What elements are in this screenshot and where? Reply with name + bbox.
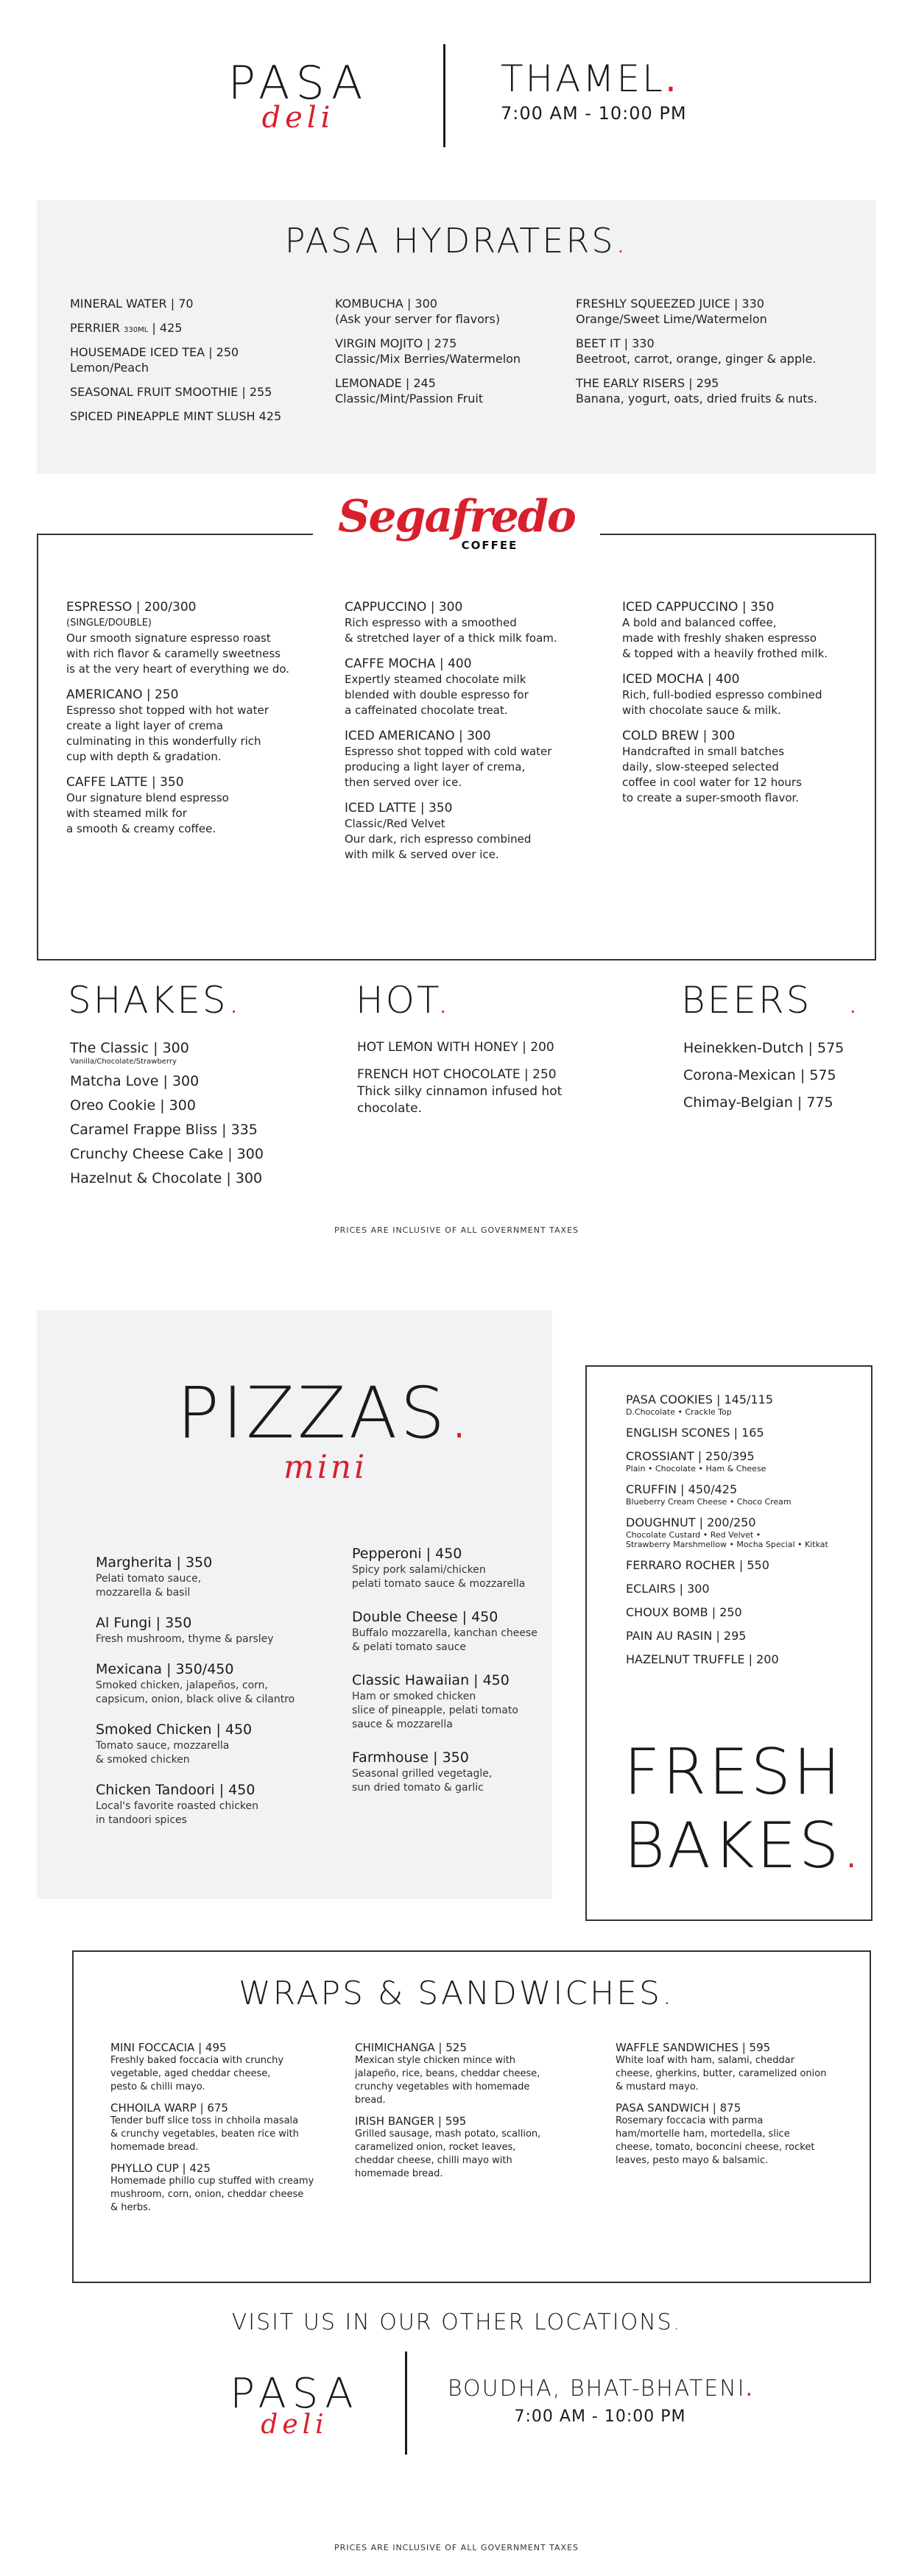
- item-name: THE EARLY RISERS | 295: [576, 376, 719, 390]
- menu-item: [70, 320, 320, 336]
- item-name: ICED MOCHA | 400: [622, 672, 740, 687]
- item-desc: Buffalo mozzarella, kanchan cheese: [352, 1627, 537, 1639]
- wrap-item: [616, 2041, 866, 2094]
- item-desc: to create a super-smooth flavor.: [622, 791, 800, 804]
- item-sub: Vanilla/Chocolate/Strawberry: [70, 1058, 177, 1066]
- item-sub: (SINGLE/DOUBLE): [66, 618, 152, 629]
- item-name: IRISH BANGER | 595: [355, 2115, 467, 2128]
- other-locations-title-text: VISIT US IN OUR OTHER LOCATIONS: [231, 2310, 673, 2335]
- item-name: WAFFLE SANDWICHES | 595: [616, 2041, 771, 2054]
- wraps-title-text: WRAPS & SANDWICHES: [239, 1975, 662, 2012]
- item-desc: Lemon/Peach: [70, 361, 149, 375]
- item-desc: a caffeinated chocolate treat.: [345, 704, 508, 717]
- beers-list: [683, 1039, 904, 1121]
- item-desc: producing a light layer of crema,: [345, 760, 526, 774]
- item-desc: leaves, pesto mayo & balsamic.: [616, 2155, 769, 2166]
- bake-item: HAZELNUT TRUFFLE | 200: [626, 1652, 779, 1666]
- coffee-item: [622, 729, 873, 806]
- item-desc: with milk & served over ice.: [345, 848, 499, 861]
- hot-list: [357, 1039, 622, 1126]
- item-desc: Seasonal grilled vegetagle,: [352, 1768, 493, 1780]
- item-desc: homemade bread.: [110, 2142, 199, 2153]
- coffee-item: [66, 775, 331, 837]
- item-price: | 425: [152, 321, 183, 335]
- pizza-item: [352, 1748, 565, 1795]
- pizza-item: [96, 1720, 339, 1767]
- item-desc: Orange/Sweet Lime/Watermelon: [576, 312, 767, 326]
- hydraters-title-text: PASA HYDRATERS: [284, 221, 616, 261]
- bake-item: [626, 1515, 861, 1549]
- hydraters-col-3: [576, 296, 870, 415]
- item-name: Margherita | 350: [96, 1554, 213, 1571]
- bake-item: PAIN AU RASIN | 295: [626, 1629, 747, 1643]
- item-name: ICED LATTE | 350: [345, 801, 453, 815]
- item-desc: Rosemary foccacia with parma: [616, 2115, 764, 2126]
- item-desc: & mustard mayo.: [616, 2081, 699, 2092]
- pizzas-mini-script: mini: [283, 1448, 368, 1486]
- item-desc: mushroom, corn, onion, cheddar cheese: [110, 2189, 304, 2200]
- item-name: PERRIER: [70, 321, 120, 335]
- menu-item: Hazelnut & Chocolate | 300: [70, 1170, 263, 1186]
- item-desc: Our smooth signature espresso roast: [66, 631, 271, 645]
- item-desc: chocolate.: [357, 1101, 422, 1116]
- bakes-text: BAKES: [624, 1809, 842, 1883]
- item-name: VIRGIN MOJITO | 275: [335, 336, 457, 350]
- coffee-item: [345, 657, 610, 718]
- logo-pasa-text: PASA: [228, 56, 369, 110]
- item-desc: cheddar cheese, chilli mayo with: [355, 2155, 512, 2166]
- menu-item: [70, 384, 320, 400]
- menu-item: Corona-Mexican | 575: [683, 1067, 836, 1083]
- pasa-deli-logo: [214, 56, 383, 135]
- wrap-item: [355, 2041, 598, 2107]
- item-name: CHHOILA WARP | 675: [110, 2101, 228, 2115]
- item-name: The Classic | 300: [70, 1040, 189, 1056]
- coffee-col-2: [345, 600, 610, 871]
- item-name: Farmhouse | 350: [352, 1749, 469, 1766]
- item-desc: create a light layer of crema: [66, 719, 224, 732]
- taxes-note: PRICES ARE INCLUSIVE OF ALL GOVERNMENT TAXES: [334, 1225, 579, 1235]
- logo-deli-text: deli: [261, 101, 335, 135]
- hydraters-title: [0, 221, 913, 261]
- menu-item: [357, 1066, 622, 1117]
- item-desc: Our signature blend espresso: [66, 791, 229, 804]
- menu-item: Chimay-Belgian | 775: [683, 1094, 833, 1111]
- item-desc: coffee in cool water for 12 hours: [622, 776, 802, 789]
- wrap-item: [110, 2162, 361, 2215]
- bake-item: ENGLISH SCONES | 165: [626, 1426, 764, 1440]
- menu-item: Caramel Frappe Bliss | 335: [70, 1122, 258, 1138]
- pizza-item: [352, 1607, 565, 1655]
- fresh-text: FRESH: [624, 1735, 843, 1809]
- item-desc: White loaf with ham, salami, cheddar: [616, 2055, 795, 2066]
- menu-item: [70, 1039, 335, 1066]
- pizza-item: [96, 1780, 339, 1827]
- item-desc: with chocolate sauce & milk.: [622, 704, 781, 717]
- item-name: Mexicana | 350/450: [96, 1661, 234, 1677]
- location-hours: 7:00 AM - 10:00 PM: [514, 2407, 686, 2426]
- hot-title: [356, 979, 451, 1022]
- item-desc: Mexican style chicken mince with: [355, 2055, 516, 2066]
- pasa-deli-logo-footer: [214, 2370, 376, 2440]
- wrap-item: [110, 2041, 361, 2094]
- item-name: LEMONADE | 245: [335, 376, 436, 390]
- item-desc: A bold and balanced coffee,: [622, 616, 777, 629]
- header-location: [501, 57, 687, 124]
- bake-item: ECLAIRS | 300: [626, 1582, 710, 1596]
- item-name: CAFFE MOCHA | 400: [345, 657, 472, 671]
- bakes-list: [626, 1393, 861, 1676]
- item-desc: capsicum, onion, black olive & cilantro: [96, 1694, 295, 1705]
- hydraters-col-2: [335, 296, 585, 415]
- item-name: Classic Hawaiian | 450: [352, 1672, 510, 1688]
- pizza-item: [96, 1553, 339, 1600]
- shakes-title: [68, 979, 242, 1022]
- wrap-item: [616, 2101, 866, 2168]
- item-desc: slice of pineapple, pelati tomato: [352, 1705, 518, 1716]
- coffee-item: [345, 600, 610, 646]
- item-name: FRENCH HOT CHOCOLATE | 250: [357, 1067, 557, 1082]
- item-desc: mozzarella & basil: [96, 1587, 191, 1599]
- item-name: CAPPUCCINO | 300: [345, 600, 463, 615]
- other-locations-title: [0, 2310, 913, 2335]
- item-name: ICED AMERICANO | 300: [345, 729, 491, 743]
- item-desc: ham/mortelle ham, mortedella, slice: [616, 2129, 790, 2140]
- item-desc: Rich, full-bodied espresso combined: [622, 688, 822, 701]
- coffee-item: [66, 687, 331, 765]
- menu-item: [70, 344, 320, 375]
- bake-item: CHOUX BOMB | 250: [626, 1605, 742, 1619]
- item-sub: Blueberry Cream Cheese • Choco Cream: [626, 1497, 792, 1507]
- pizza-item: [352, 1671, 565, 1732]
- hydraters-col-1: [70, 296, 320, 433]
- item-desc: (Ask your server for flavors): [335, 312, 501, 326]
- bake-item: [626, 1482, 861, 1507]
- item-desc: cheese, tomato, boconcini cheese, rocket: [616, 2142, 815, 2153]
- item-desc: Our dark, rich espresso combined: [345, 832, 532, 846]
- wrap-item: [355, 2115, 598, 2181]
- item-desc: culminating in this wonderfully rich: [66, 735, 261, 748]
- item-desc: Beetroot, carrot, orange, ginger & apple.: [576, 352, 817, 366]
- pizzas-col-1: [96, 1553, 339, 1836]
- location-dot: .: [745, 2376, 753, 2402]
- item-desc: in tandoori spices: [96, 1814, 187, 1826]
- item-desc: sun dried tomato & garlic: [352, 1782, 484, 1794]
- item-desc: & smoked chicken: [96, 1754, 190, 1766]
- item-name: KOMBUCHA | 300: [335, 297, 437, 311]
- item-name: MINI FOCCACIA | 495: [110, 2041, 227, 2054]
- item-desc: Banana, yogurt, oats, dried fruits & nuts.: [576, 392, 818, 406]
- item-desc: Local's favorite roasted chicken: [96, 1800, 259, 1812]
- item-name: CAFFE LATTE | 350: [66, 775, 184, 790]
- item-desc: jalapeño, rice, beans, cheddar cheese,: [355, 2068, 540, 2079]
- item-desc: caramelized onion, rocket leaves,: [355, 2142, 516, 2153]
- item-note: 330ML: [124, 326, 149, 334]
- location-hours: 7:00 AM - 10:00 PM: [501, 103, 687, 124]
- item-desc: Freshly baked foccacia with crunchy: [110, 2055, 284, 2066]
- menu-item: [335, 375, 585, 406]
- item-desc: Homemade phillo cup stuffed with creamy: [110, 2176, 314, 2187]
- pizzas-title-text: PIZZAS: [177, 1372, 448, 1454]
- pizza-item: [96, 1660, 339, 1707]
- item-desc: bread.: [355, 2095, 386, 2106]
- logo-deli-text: deli: [261, 2410, 328, 2440]
- item-name: ICED CAPPUCCINO | 350: [622, 600, 775, 615]
- wraps-col-2: [355, 2041, 598, 2190]
- logo-pasa-text: PASA: [230, 2370, 359, 2418]
- item-name: SEASONAL FRUIT SMOOTHIE | 255: [70, 385, 272, 399]
- menu-item: Matcha Love | 300: [70, 1073, 200, 1089]
- item-desc: Pelati tomato sauce,: [96, 1573, 202, 1585]
- menu-item: [576, 336, 870, 367]
- item-desc: Ham or smoked chicken: [352, 1691, 476, 1702]
- segafredo-logo: [313, 491, 600, 574]
- item-name: Pepperoni | 450: [352, 1546, 462, 1562]
- beers-title-text: BEERS: [681, 979, 812, 1022]
- item-desc: Rich espresso with a smoothed: [345, 616, 517, 629]
- item-desc: Classic/Mix Berries/Watermelon: [335, 352, 521, 366]
- item-name: MINERAL WATER | 70: [70, 297, 194, 311]
- item-name: CHIMICHANGA | 525: [355, 2041, 467, 2054]
- item-name: Double Cheese | 450: [352, 1609, 498, 1625]
- item-desc: sauce & mozzarella: [352, 1719, 453, 1730]
- item-sub: Strawberry Marshmellow • Mocha Special • Kitkat: [626, 1540, 828, 1549]
- item-desc: pesto & chilli mayo.: [110, 2081, 205, 2092]
- item-desc: a smooth & creamy coffee.: [66, 822, 216, 835]
- bakes-line: [624, 1809, 864, 1883]
- title-dot: .: [437, 979, 451, 1022]
- item-desc: homemade bread.: [355, 2168, 443, 2179]
- item-desc: crunchy vegetables with homemade: [355, 2081, 530, 2092]
- item-desc: then served over ice.: [345, 776, 462, 789]
- item-name: BEET IT | 330: [576, 336, 655, 350]
- shakes-list: [70, 1039, 335, 1194]
- item-desc: Tomato sauce, mozzarella: [96, 1740, 230, 1752]
- item-name: Chicken Tandoori | 450: [96, 1782, 255, 1798]
- pizzas-title: [177, 1372, 473, 1454]
- taxes-note-footer: PRICES ARE INCLUSIVE OF ALL GOVERNMENT TAXES: [334, 2543, 579, 2552]
- item-name: FRESHLY SQUEEZED JUICE | 330: [576, 297, 764, 311]
- item-desc: Thick silky cinnamon infused hot: [357, 1084, 563, 1099]
- location-name: THAMEL: [501, 57, 665, 100]
- item-name: DOUGHNUT | 200/250: [626, 1515, 756, 1529]
- bake-item: [626, 1449, 861, 1473]
- item-desc: cup with depth & gradation.: [66, 750, 222, 763]
- coffee-item: [622, 600, 873, 662]
- item-desc: Classic/Red Velvet: [345, 817, 445, 830]
- title-dot: .: [615, 221, 629, 261]
- menu-item: [70, 408, 320, 424]
- item-desc: Expertly steamed chocolate milk: [345, 673, 526, 686]
- item-desc: with rich flavor & caramelly sweetness: [66, 647, 281, 660]
- menu-item: [335, 336, 585, 367]
- coffee-item: [345, 729, 610, 790]
- coffee-item: [345, 801, 610, 863]
- title-dot: .: [661, 1975, 674, 2012]
- item-desc: Espresso shot topped with cold water: [345, 745, 552, 758]
- item-desc: with steamed milk for: [66, 807, 187, 820]
- item-desc: & pelati tomato sauce: [352, 1641, 466, 1653]
- item-name: PASA SANDWICH | 875: [616, 2101, 741, 2115]
- item-name: COLD BREW | 300: [622, 729, 736, 743]
- item-desc: made with freshly shaken espresso: [622, 631, 817, 645]
- beers-title: [681, 979, 861, 1022]
- wraps-col-3: [616, 2041, 866, 2176]
- item-desc: Handcrafted in small batches: [622, 745, 785, 758]
- wraps-col-1: [110, 2041, 361, 2223]
- item-desc: Tender buff slice toss in chhoila masala: [110, 2115, 299, 2126]
- item-desc: is at the very heart of everything we do.: [66, 662, 290, 676]
- item-desc: cheese, gherkins, butter, caramelized onion: [616, 2068, 827, 2079]
- item-desc: & topped with a heavily frothed milk.: [622, 647, 828, 660]
- title-dot: .: [228, 979, 242, 1022]
- item-name: Al Fungi | 350: [96, 1615, 192, 1631]
- pizza-item: [96, 1613, 339, 1646]
- item-desc: vegetable, aged cheddar cheese,: [110, 2068, 271, 2079]
- item-name: ESPRESSO | 200/300: [66, 600, 197, 615]
- item-sub: D.Chocolate • Crackle Top: [626, 1407, 732, 1417]
- item-sub: Chocolate Custard • Red Velvet •: [626, 1530, 761, 1540]
- menu-item: [576, 375, 870, 406]
- segafredo-coffee-text: COFFEE: [461, 539, 518, 552]
- location-dot: .: [664, 57, 677, 100]
- item-desc: daily, slow-steeped selected: [622, 760, 779, 774]
- wrap-item: [110, 2101, 361, 2154]
- header-divider: [443, 44, 445, 147]
- coffee-col-3: [622, 600, 873, 815]
- item-name: PHYLLO CUP | 425: [110, 2162, 211, 2175]
- fresh-bakes-title: [624, 1735, 864, 1883]
- item-name: CRUFFIN | 450/425: [626, 1482, 738, 1496]
- item-name: PASA COOKIES | 145/115: [626, 1393, 773, 1406]
- item-desc: Fresh mushroom, thyme & parsley: [96, 1633, 274, 1645]
- menu-item: Oreo Cookie | 300: [70, 1097, 196, 1114]
- coffee-item: [622, 672, 873, 718]
- menu-item: HOT LEMON WITH HONEY | 200: [357, 1040, 554, 1055]
- bake-item: [626, 1393, 861, 1417]
- shakes-title-text: SHAKES: [68, 979, 228, 1022]
- item-name: CROSSIANT | 250/395: [626, 1449, 755, 1463]
- item-name: HOUSEMADE ICED TEA | 250: [70, 345, 239, 359]
- bake-item: FERRARO ROCHER | 550: [626, 1558, 769, 1572]
- title-dot: .: [448, 1372, 473, 1454]
- menu-item: Heinekken-Dutch | 575: [683, 1040, 845, 1056]
- title-dot: .: [847, 979, 861, 1022]
- item-desc: & herbs.: [110, 2202, 152, 2213]
- footer-location: [445, 2376, 755, 2426]
- item-name: AMERICANO | 250: [66, 687, 179, 702]
- item-desc: pelati tomato sauce & mozzarella: [352, 1578, 526, 1590]
- item-desc: Classic/Mint/Passion Fruit: [335, 392, 484, 406]
- item-desc: & crunchy vegetables, beaten rice with: [110, 2129, 299, 2140]
- pizzas-col-2: [352, 1544, 565, 1804]
- menu-item: Crunchy Cheese Cake | 300: [70, 1146, 264, 1162]
- item-desc: & stretched layer of a thick milk foam.: [345, 631, 557, 645]
- pizza-item: [352, 1544, 565, 1591]
- item-desc: blended with double espresso for: [345, 688, 529, 701]
- item-desc: Smoked chicken, jalapeños, corn,: [96, 1680, 268, 1691]
- location-name: BOUDHA, BHAT-BHATENI: [447, 2376, 746, 2402]
- hot-title-text: HOT: [356, 979, 437, 1022]
- wraps-title: [0, 1975, 913, 2012]
- item-desc: Spicy pork salami/chicken: [352, 1564, 486, 1576]
- item-desc: Espresso shot topped with hot water: [66, 704, 269, 717]
- coffee-col-1: [66, 600, 331, 846]
- item-name: SPICED PINEAPPLE MINT SLUSH 425: [70, 409, 282, 423]
- menu-item: [70, 296, 320, 311]
- segafredo-wordmark: Segafredo: [338, 491, 575, 542]
- item-desc: Grilled sausage, mash potato, scallion,: [355, 2129, 541, 2140]
- title-dot: .: [841, 1809, 864, 1883]
- coffee-item: [66, 600, 331, 677]
- footer-divider: [405, 2352, 407, 2455]
- item-name: Smoked Chicken | 450: [96, 1722, 253, 1738]
- item-sub: Plain • Chocolate • Ham & Cheese: [626, 1464, 766, 1473]
- menu-item: [576, 296, 870, 327]
- menu-item: [335, 296, 585, 327]
- title-dot: .: [672, 2310, 682, 2335]
